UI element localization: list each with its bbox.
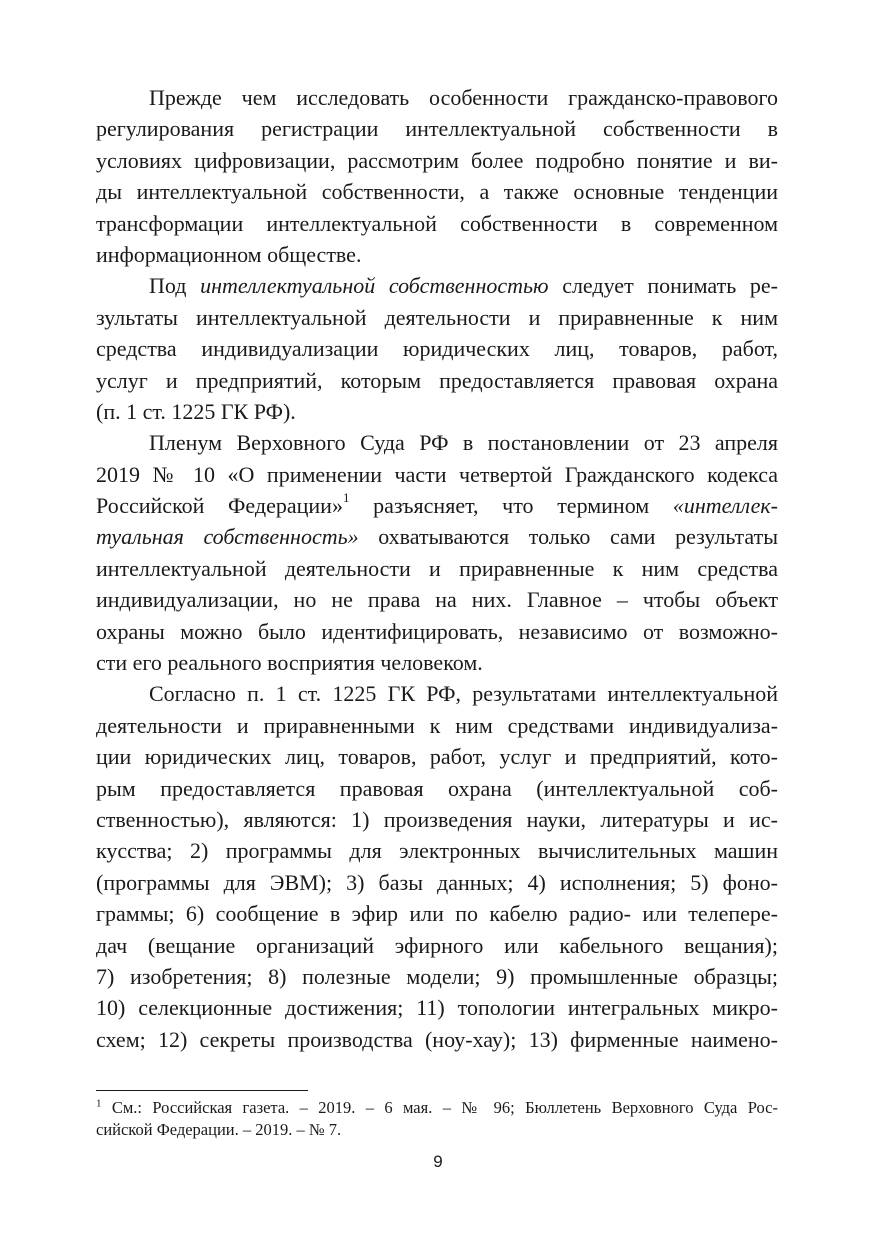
paragraph-4-line: ции юридических лиц, товаров, работ, услуг и предприятий, кото- [96, 744, 778, 770]
paragraph-2-line: услуг и предприятий, которым предоставляется правовая охрана [96, 367, 778, 393]
paragraph-3-line [96, 490, 778, 521]
paragraph-3-line [96, 521, 778, 552]
paragraph-4-line: дач (вещание организаций эфирного или кабельного вещания); [96, 932, 778, 958]
text-run: Российской Федерации» [96, 493, 343, 519]
paragraph-1-line: ды интеллектуальной собственности, а также основные тенденции [96, 179, 778, 205]
paragraph-2-line: средства индивидуализации юридических лиц, товаров, работ, [96, 336, 778, 362]
paragraph-2-line: зультаты интеллектуальной деятельности и приравненные к ним [96, 304, 778, 330]
paragraph-2-line [96, 270, 778, 301]
page-number: 9 [433, 1152, 443, 1171]
italic-term: интеллектуальной собственностью [200, 273, 549, 299]
paragraph-1-line: трансформации интеллектуальной собственности в современном [96, 210, 778, 236]
paragraph-4-line: кусства; 2) программы для электронных вычислительных машин [96, 838, 778, 864]
footnote-line: сийской Федерации. – 2019. – № 7. [96, 1120, 342, 1139]
footnote-block [96, 1097, 778, 1141]
body-text [96, 82, 778, 1055]
paragraph-4-line: граммы; 6) сообщение в эфир или по кабелю радио- или телепере- [96, 901, 778, 927]
paragraph-3-line: сти его реального восприятия человеком. [96, 650, 483, 676]
text-run: следует понимать ре- [548, 273, 778, 299]
paragraph-1-line: Прежде чем исследовать особенности гражданско-правового [149, 85, 778, 110]
paragraph-3-line: охраны можно было идентифицировать, независимо от возможно- [96, 618, 778, 644]
paragraph-3-line: интеллектуальной деятельности и приравненные к ним средства [96, 555, 778, 581]
text-run: Под [149, 273, 201, 299]
paragraph-4-line: рым предоставляется правовая охрана (интеллектуальной соб- [96, 775, 778, 801]
footnote-reference[interactable]: 1 [342, 489, 350, 505]
paragraph-3-line: 2019 № 10 «О применении части четвертой Гражданского кодекса [96, 461, 778, 487]
paragraph-4-line: ственностью), являются: 1) произведения науки, литературы и ис- [96, 806, 778, 832]
text-run: охватываются только сами результаты [358, 524, 779, 550]
paragraph-3-line: Пленум Верховного Суда РФ в постановлении от 23 апреля [149, 430, 778, 456]
text-run: разъясняет, что термином [349, 493, 673, 519]
italic-term: туальная собственность» [96, 524, 359, 550]
footnote-line [96, 1097, 778, 1119]
paragraph-4-line: схем; 12) секреты производства (ноу-хау); 13) фирменные наимено- [96, 1026, 778, 1052]
paragraph-4-line: 10) селекционные достижения; 11) топологии интегральных микро- [96, 995, 778, 1021]
footnote-separator [96, 1090, 308, 1091]
paragraph-4-line: 7) изобретения; 8) полезные модели; 9) промышленные образцы; [96, 963, 778, 989]
paragraph-4-line: Согласно п. 1 ст. 1225 ГК РФ, результатами интеллектуальной [149, 681, 778, 707]
paragraph-2-line: (п. 1 ст. 1225 ГК РФ). [96, 398, 296, 424]
italic-term: «интеллек- [672, 493, 778, 519]
paragraph-1-line: регулирования регистрации интеллектуальной собственности в [96, 116, 778, 142]
footnote-marker: 1 [96, 1097, 102, 1110]
paragraph-1-line: условиях цифровизации, рассмотрим более подробно понятие и ви- [96, 147, 778, 173]
paragraph-1-line: информационном обществе. [96, 241, 362, 267]
paragraph-3-line: индивидуализации, но не права на них. Главное – чтобы объект [96, 587, 778, 613]
paragraph-4-line: (программы для ЭВМ); 3) базы данных; 4) исполнения; 5) фоно- [96, 869, 778, 895]
paragraph-4-line: деятельности и приравненными к ним средствами индивидуализа- [96, 712, 778, 738]
footnote-text: См.: Российская газета. – 2019. – 6 мая. – № 96; Бюллетень Верховного Суда Рос- [101, 1098, 778, 1117]
